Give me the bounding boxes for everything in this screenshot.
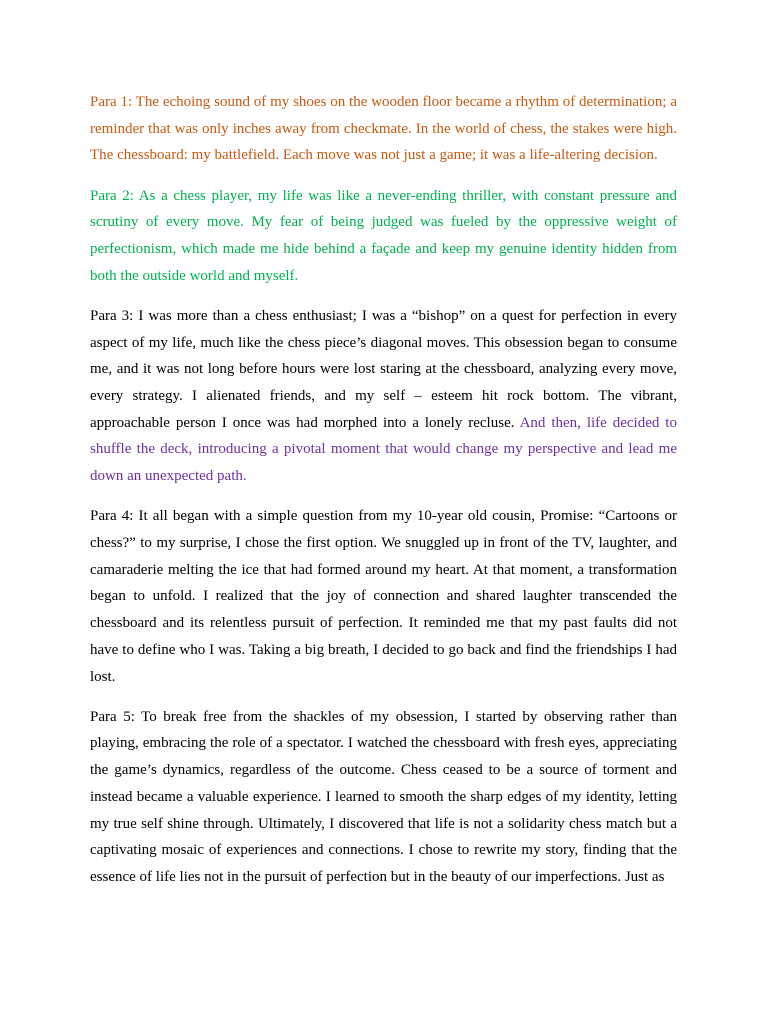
paragraph-3-highlight-text: And then, life decided to shuffle the deck, introducing a pivotal moment that would change my perspective and lead me down an unexpected path. — [90, 414, 677, 485]
paragraph-3 — [90, 303, 677, 490]
document-page — [90, 89, 677, 904]
paragraph-1: Para 1: The echoing sound of my shoes on the wooden floor became a rhythm of determination; a reminder that was only inches away from checkmate. In the world of chess, the stakes were high. The chessboard: my battlefield. Each move was not just a game; it was a life-altering decision. — [90, 94, 677, 164]
paragraph-4: Para 4: It all began with a simple question from my 10-year old cousin, Promise: “Cartoons or chess?” to my surprise, I chose the first option. We snuggled up in front of the TV, laughter, and camaraderie melting the ice that had formed around my heart. At that moment, a transformation began to unfold. I realized that the joy of connection and shared laughter transcended the chessboard and its relentless pursuit of perfection. It reminded me that my past faults did not have to define who I was. Taking a big breath, I decided to go back and find the friendships I had lost. — [90, 508, 677, 685]
paragraph-5: Para 5: To break free from the shackles of my obsession, I started by observing rather than playing, embracing the role of a spectator. I watched the chessboard with fresh eyes, appreciating the game’s dynamics, regardless of the outcome. Chess ceased to be a source of torment and instead became a valuable experience. I learned to smooth the sharp edges of my identity, letting my true self shine through. Ultimately, I discovered that life is not a solidarity chess match but a captivating mosaic of experiences and connections. I chose to rewrite my story, finding that the essence of life lies not in the pursuit of perfection but in the beauty of our imperfections. Just as — [90, 708, 677, 885]
paragraph-3-main-text: Para 3: I was more than a chess enthusiast; I was a “bishop” on a quest for perfection in every aspect of my life, much like the chess piece’s diagonal moves. This obsession began to consume me, and it was not long before hours were lost staring at the chessboard, analyzing every move, every strategy. I alienated friends, and my self – esteem hit rock bottom. The vibrant, approachable person I once was had morphed into a lonely recluse. — [90, 307, 677, 431]
paragraph-2: Para 2: As a chess player, my life was like a never-ending thriller, with constant pressure and scrutiny of every move. My fear of being judged was fueled by the oppressive weight of perfectionism, which made me hide behind a façade and keep my genuine identity hidden from both the outside world and myself. — [90, 187, 677, 284]
